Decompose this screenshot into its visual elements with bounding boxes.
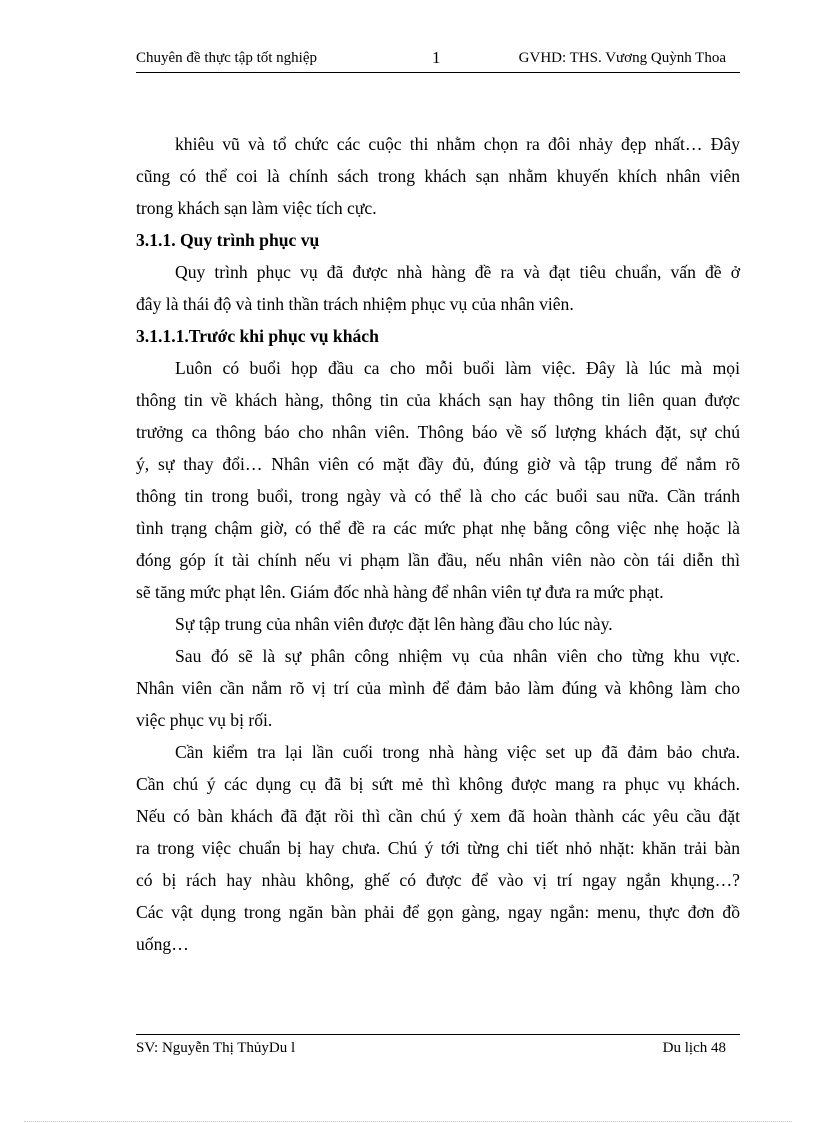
- body-line: Sau đó sẽ là sự phân công nhiệm vụ của nhân viên cho từng khu vực.: [175, 646, 740, 666]
- section-heading: 3.1.1. Quy trình phục vụ: [136, 230, 320, 250]
- body-line: có bị rách hay nhàu không, ghế có được để vào vị trí ngay ngắn khụng…?: [136, 870, 740, 890]
- page-edge-divider: [24, 1121, 792, 1122]
- page-header: [136, 48, 740, 73]
- body-line: trong khách sạn làm việc tích cực.: [136, 198, 377, 218]
- subsection-heading: 3.1.1.1.Trước khi phục vụ khách: [136, 326, 379, 346]
- body-line: việc phục vụ bị rối.: [136, 710, 273, 730]
- body-line: ý, sự thay đổi… Nhân viên có mặt đầy đủ, đúng giờ và tập trung để nắm rõ: [136, 454, 740, 474]
- advisor-name: GVHD: THS. Vương Quỳnh Thoa: [518, 50, 726, 66]
- body-line: Nhân viên cần nắm rõ vị trí của mình để đảm bảo làm đúng và không làm cho: [136, 678, 740, 698]
- page-number: 1: [432, 48, 441, 67]
- body-line: sẽ tăng mức phạt lên. Giám đốc nhà hàng để nhân viên tự đưa ra mức phạt.: [136, 582, 664, 602]
- body-line: đây là thái độ và tinh thần trách nhiệm phục vụ của nhân viên.: [136, 294, 574, 314]
- body-line: khiêu vũ và tổ chức các cuộc thi nhằm chọn ra đôi nhảy đẹp nhất… Đây: [175, 134, 740, 154]
- body-line: Cần kiểm tra lại lần cuối trong nhà hàng việc set up đã đảm bảo chưa.: [175, 742, 740, 762]
- document-title: Chuyên đề thực tập tốt nghiệp: [136, 50, 318, 66]
- body-line: thông tin trong buổi, trong ngày và có thể là cho các buổi sau nữa. Cần tránh: [136, 486, 740, 506]
- body-line: Các vật dụng trong ngăn bàn phải để gọn gàng, ngay ngắn: menu, thực đơn đồ: [136, 902, 740, 922]
- body-line: cũng có thể coi là chính sách trong khách sạn nhằm khuyến khích nhân viên: [136, 166, 740, 186]
- body-line: ra trong việc chuẩn bị hay chưa. Chú ý tới từng chi tiết nhỏ nhặt: khăn trải bàn: [136, 838, 740, 858]
- page-footer: [136, 1034, 740, 1061]
- body-line: Cần chú ý các dụng cụ đã bị sứt mẻ thì không được mang ra phục vụ khách.: [136, 774, 740, 794]
- body-line: Luôn có buổi họp đầu ca cho mỗi buổi làm việc. Đây là lúc mà mọi: [175, 358, 740, 378]
- class-name: Du lịch 48: [662, 1040, 726, 1056]
- body-line: Sự tập trung của nhân viên được đặt lên hàng đầu cho lúc này.: [175, 614, 613, 634]
- body-line: đóng góp ít tài chính nếu vi phạm lần đầu, nếu nhân viên nào còn tái diễn thì: [136, 550, 740, 570]
- body-line: trưởng ca thông báo cho nhân viên. Thông báo về số lượng khách đặt, sự chú: [136, 422, 740, 442]
- student-name: SV: Nguyễn Thị ThủyDu l: [136, 1040, 296, 1056]
- body-line: thông tin về khách hàng, thông tin của khách sạn hay thông tin liên quan được: [136, 390, 740, 410]
- body-line: Nếu có bàn khách đã đặt rồi thì cần chú ý xem đã hoàn thành các yêu cầu đặt: [136, 806, 740, 826]
- body-line: uống…: [136, 934, 189, 954]
- body-line: Quy trình phục vụ đã được nhà hàng đề ra và đạt tiêu chuẩn, vấn đề ở: [175, 262, 740, 282]
- body-line: tình trạng chậm giờ, có thể đề ra các mức phạt nhẹ bằng công việc nhẹ hoặc là: [136, 518, 740, 538]
